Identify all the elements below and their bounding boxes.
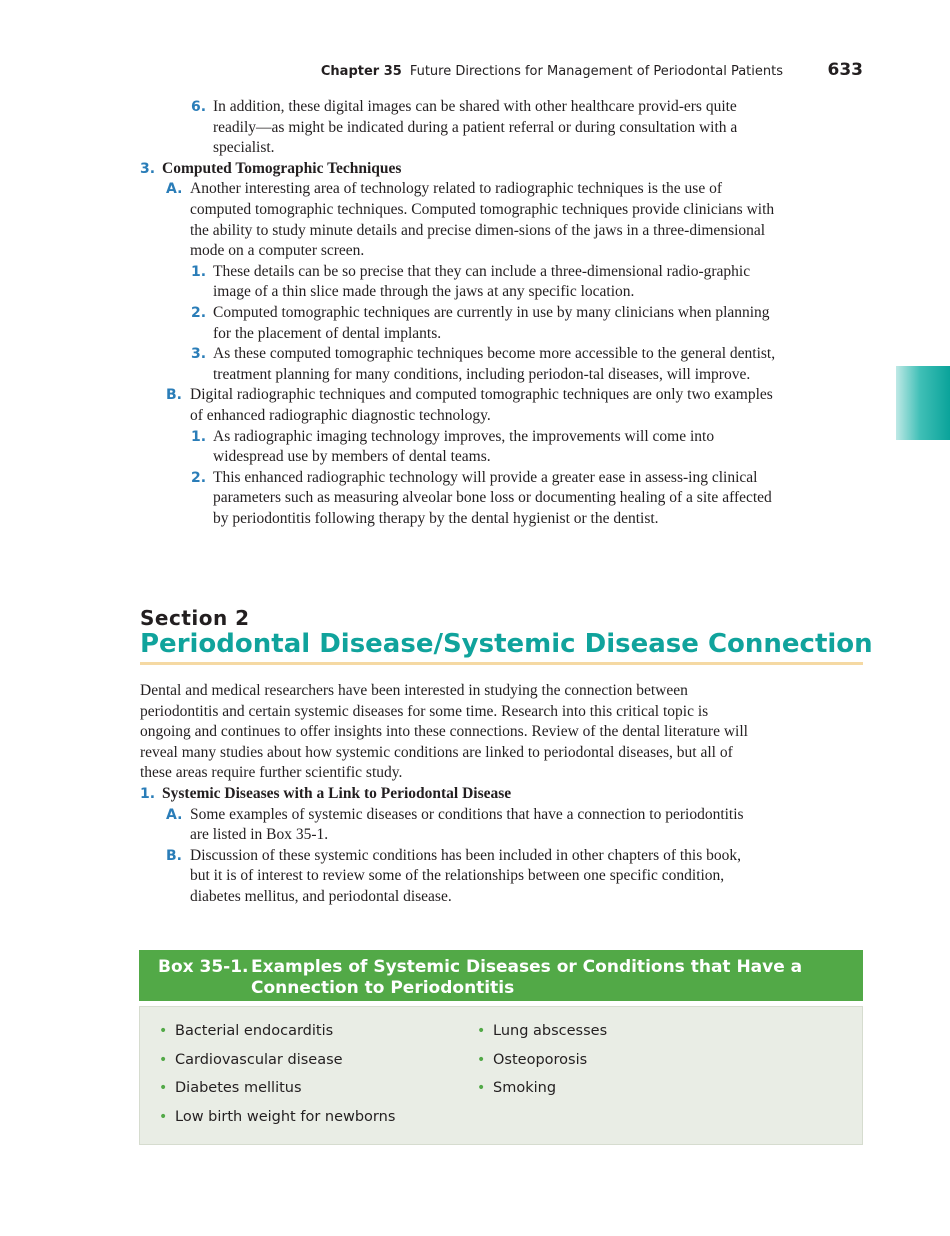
box-list-right: [477, 1023, 607, 1109]
bullet-icon: •: [159, 1051, 168, 1068]
box-35-1: [139, 950, 863, 1145]
list-item-number: 3.: [140, 160, 156, 177]
list-item: [140, 159, 780, 180]
page-number: 633: [827, 60, 863, 80]
chapter-label: Chapter 35: [320, 64, 402, 79]
bullet-icon: •: [477, 1051, 486, 1068]
list-item-number: 3.: [191, 346, 207, 363]
box-label: Box 35-1.: [158, 957, 249, 977]
box-list-item-text: Bacterial endocarditis: [175, 1023, 334, 1039]
outline-list-top: [140, 97, 780, 529]
list-item-text: Systemic Diseases with a Link to Periodontal Disease: [162, 784, 512, 802]
list-item-text: Another interesting area of technology related to radiographic techniques is the use of computed tomographic techniques. Computed tomographic techniques provide clinicians with the ability to study minute details and precise dimen-sions of the jaws in a three-dimensional mode on a computer screen.: [190, 180, 775, 260]
list-item-text: Digital radiographic techniques and computed tomographic techniques are only two examples of enhanced radiographic diagnostic technology.: [190, 386, 773, 424]
section-intro-block: [140, 681, 752, 908]
list-item-text: In addition, these digital images can be shared with other healthcare provid-ers quite readily—as might be indicated during a patient referral or during consultation with a specialist.: [213, 98, 738, 157]
chapter-title: Future Directions for Management of Periodontal Patients: [409, 64, 783, 79]
box-list-left: [159, 1023, 395, 1137]
box-list-item: [159, 1052, 395, 1081]
list-item: [140, 97, 780, 159]
box-list-item: [477, 1080, 607, 1109]
list-item: [140, 468, 780, 530]
box-list-item-text: Low birth weight for newborns: [175, 1108, 396, 1125]
section-title: Periodontal Disease/Systemic Disease Connection: [140, 629, 873, 659]
list-item-text: Computed Tomographic Techniques: [162, 159, 402, 177]
box-body: [139, 1006, 863, 1145]
list-item-text: Computed tomographic techniques are currently in use by many clinicians when planning for the placement of dental implants.: [213, 303, 770, 342]
list-item-number: 2.: [191, 304, 207, 321]
list-item-number: B.: [166, 387, 182, 404]
list-item: [140, 427, 780, 468]
list-item-number: 2.: [191, 469, 207, 486]
box-list-item-text: Cardiovascular disease: [175, 1051, 343, 1068]
box-list-item-text: Osteoporosis: [493, 1051, 588, 1068]
list-item-number: 1.: [191, 263, 207, 280]
bullet-icon: •: [159, 1080, 168, 1096]
bullet-icon: •: [477, 1023, 486, 1039]
list-item: [140, 846, 752, 908]
box-list-item-text: Smoking: [493, 1080, 557, 1096]
box-title: Examples of Systemic Diseases or Conditions that Have a Connection to Periodontitis: [251, 957, 803, 998]
box-list-item-text: Diabetes mellitus: [175, 1080, 302, 1096]
bullet-icon: •: [159, 1023, 168, 1039]
list-item: [140, 303, 780, 344]
list-item-number: 6.: [191, 99, 207, 115]
section-intro: Dental and medical researchers have been interested in studying the connection between periodontitis and certain systemic diseases for some time. Research into this critical topic is ongoing and continues to offer insights into these connections. Review of the dental literature will reveal many studies about how systemic conditions are linked to periodontal diseases, but all of these areas require further scientific study.: [140, 682, 748, 782]
box-list-item: [477, 1052, 607, 1081]
list-item-number: 1.: [191, 428, 207, 445]
list-item-number: 1.: [140, 785, 156, 802]
box-list-item: [159, 1023, 395, 1052]
list-item: [140, 262, 780, 303]
running-head: [0, 60, 863, 82]
bullet-icon: •: [477, 1080, 486, 1096]
box-list-item: [159, 1109, 395, 1138]
box-header: [139, 950, 863, 1001]
section-label: Section 2: [140, 606, 250, 630]
box-list-item: [159, 1080, 395, 1109]
box-list-item: [477, 1023, 607, 1052]
bullet-icon: •: [159, 1108, 168, 1125]
box-list-item-text: Lung abscesses: [493, 1023, 608, 1039]
list-item-text: As radiographic imaging technology improves, the improvements will come into widespread use by members of dental teams.: [213, 427, 715, 466]
list-item-text: These details can be so precise that they can include a three-dimensional radio-graphic image of a thin slice made through the jaws at any specific location.: [213, 262, 751, 301]
list-item: [140, 805, 752, 846]
list-item: [140, 784, 752, 805]
list-item-number: B.: [166, 847, 182, 864]
outline-list-bottom: [140, 784, 752, 908]
chapter-thumb-tab: [896, 366, 950, 440]
list-item: [140, 344, 780, 385]
list-item-text: Discussion of these systemic conditions has been included in other chapters of this book, but it is of interest to review some of the relationships between one specific condition, diabetes mellitus, and periodontal disease.: [190, 846, 742, 905]
list-item: [140, 179, 780, 261]
list-item-number: A.: [166, 806, 183, 823]
list-item: [140, 385, 780, 426]
list-item-text: As these computed tomographic techniques become more accessible to the general dentist, treatment planning for many conditions, including periodon-tal diseases, will improve.: [213, 345, 776, 383]
list-item-number: A.: [166, 181, 183, 198]
list-item-text: This enhanced radiographic technology will provide a greater ease in assess-ing clinical parameters such as measuring alveolar bone loss or documenting healing of a site affected by periodontitis following therapy by the dental hygienist or the dentist.: [213, 468, 772, 527]
chapter-heading: [321, 64, 783, 79]
list-item-text: Some examples of systemic diseases or conditions that have a connection to periodontitis are listed in Box 35-1.: [190, 805, 744, 844]
section-rule: [140, 662, 863, 665]
